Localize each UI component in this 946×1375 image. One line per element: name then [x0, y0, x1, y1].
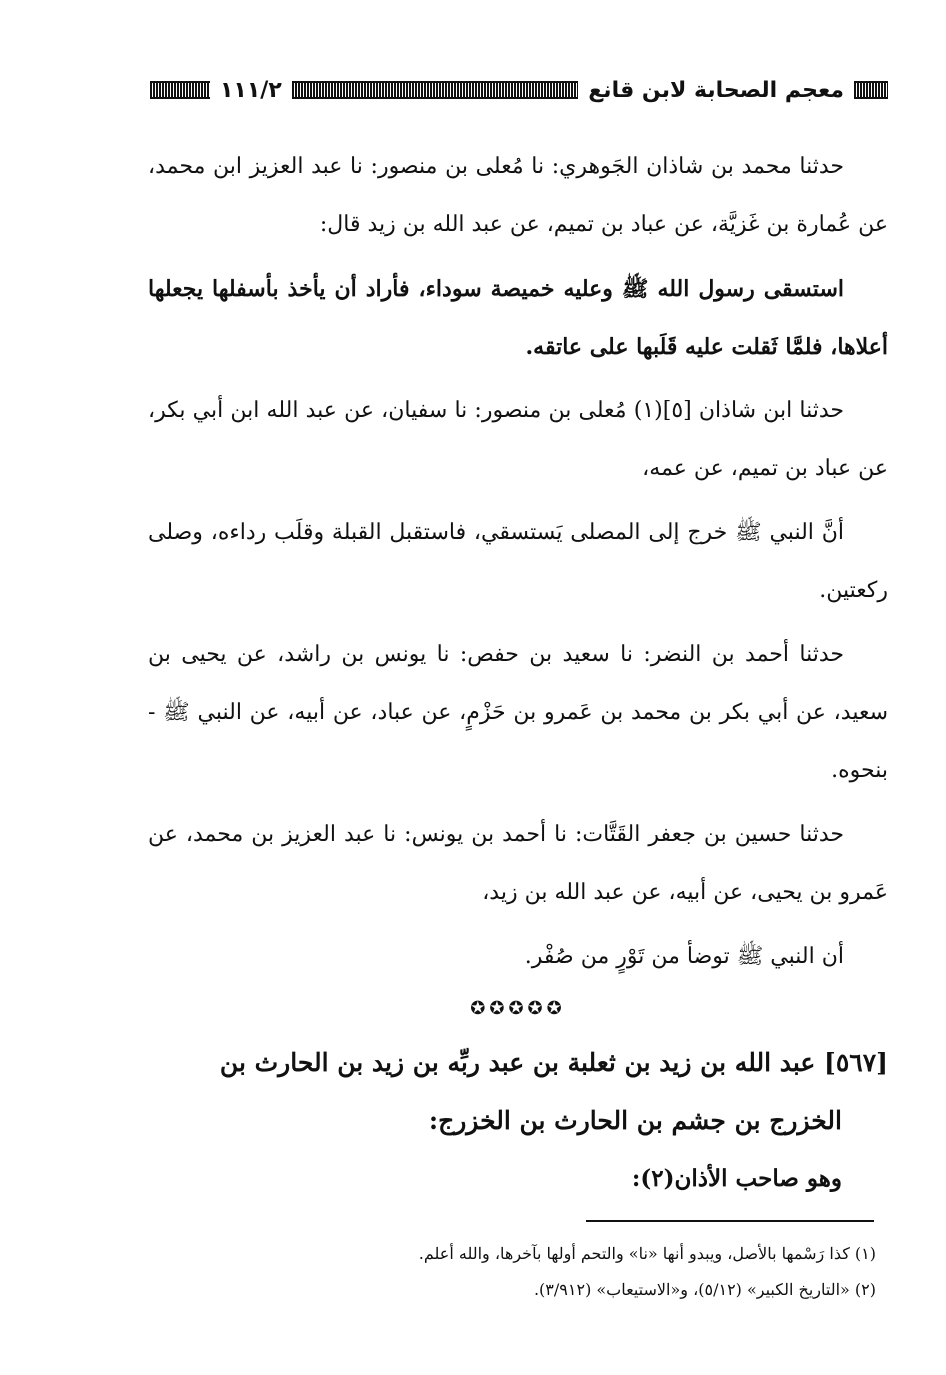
paragraph-isnad-3: حدثنا أحمد بن النضر: نا سعيد بن حفص: نا يونس بن راشد، عن يحيى بن سعيد، عن أبي بكر بن محمد بن عَمرو بن حَزْمٍ، عن عباد، عن أبيه، عن النبي ﷺ - بنحوه.: [148, 642, 888, 783]
header-title: معجم الصحابة لابن قانع: [588, 77, 844, 103]
header-ornament-bar: [292, 81, 579, 99]
header-ornament-bar: [854, 81, 888, 99]
footnotes: [148, 1236, 876, 1308]
header-ornament-bar: [150, 81, 210, 99]
footnote-1: (١) كذا رَسْمها بالأصل، ويبدو أنها «نا» والتحم أولها بآخرها، والله أعلم.: [418, 1244, 876, 1263]
paragraph-hadith-2: أنَّ النبي ﷺ خرج إلى المصلى يَستسقي، فاستقبل القبلة وقلَب رداءه، وصلى ركعتين.: [148, 520, 888, 603]
section-separator: ✪✪✪✪✪: [470, 998, 566, 1019]
entry-heading-continuation: الخزرج بن جشم بن الحارث بن الخزرج:: [428, 1106, 842, 1135]
paragraph-isnad-2: حدثنا ابن شاذان [٥](١) مُعلى بن منصور: نا سفيان، عن عبد الله ابن أبي بكر، عن عباد بن تميم، عن عمه،: [148, 398, 888, 481]
running-header: [150, 72, 888, 108]
paragraph-isnad-1: حدثنا محمد بن شاذان الجَوهري: نا مُعلى بن منصور: نا عبد العزيز ابن محمد، عن عُمارة بن غَزيَّة، عن عباد بن تميم، عن عبد الله بن زيد قال:: [148, 154, 888, 237]
page-number: ١١١/٢: [220, 77, 282, 103]
footnote-divider: [586, 1220, 874, 1222]
main-text: [148, 138, 888, 1208]
entry-note: وهو صاحب الأذان(٢):: [631, 1165, 842, 1192]
entry-heading: [٥٦٧] عبد الله بن زيد بن ثعلبة بن عبد ربِّه بن زيد بن الحارث بن: [219, 1048, 888, 1077]
footnote-2: (٢) «التاريخ الكبير» (٥/١٢)، و«الاستيعاب» (٣/٩١٢).: [533, 1280, 876, 1299]
paragraph-hadith-1: استسقى رسول الله ﷺ وعليه خميصة سوداء، فأراد أن يأخذ بأسفلها يجعلها أعلاها، فلمَّا ثَقلت عليه قَلَبها على عاتقه.: [148, 276, 888, 360]
paragraph-isnad-4: حدثنا حسين بن جعفر القَتَّات: نا أحمد بن يونس: نا عبد العزيز بن محمد، عن عَمرو بن يحيى، عن أبيه، عن عبد الله بن زيد،: [148, 822, 888, 905]
paragraph-hadith-3: أن النبي ﷺ توضأ من تَوْرٍ من صُفْر.: [524, 944, 844, 969]
